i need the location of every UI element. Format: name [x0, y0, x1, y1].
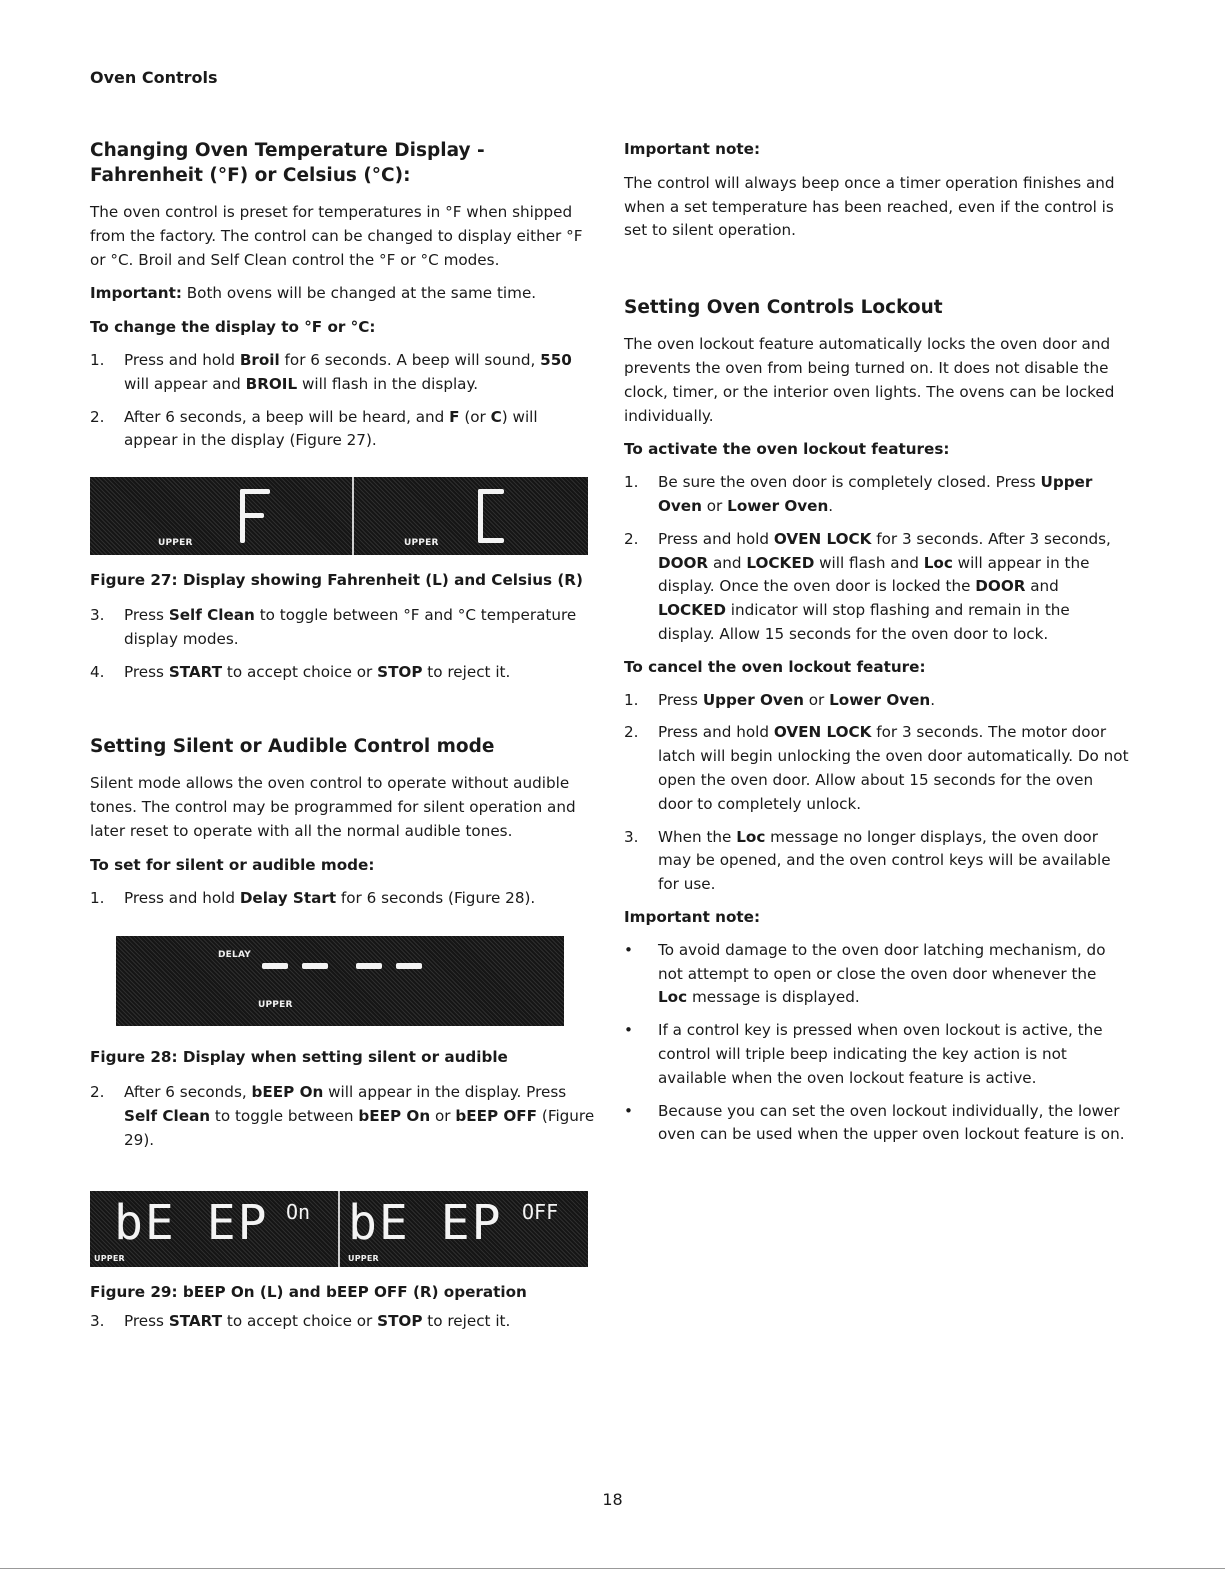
key-upper-oven: Upper Oven — [658, 473, 1093, 515]
step-number: 1. — [624, 690, 639, 709]
cancel-step-1 — [624, 689, 1129, 713]
off-text: OFF — [522, 1199, 559, 1224]
text: . — [930, 690, 936, 709]
step-4-start-stop — [90, 661, 595, 685]
text: Press — [124, 1312, 169, 1331]
subhead-change-display: To change the display to °F or °C: — [90, 318, 376, 337]
figure-29-display — [90, 1191, 588, 1267]
value-550: 550 — [540, 350, 572, 369]
key-delay-start: Delay Start — [239, 888, 337, 907]
text: and — [1025, 577, 1059, 596]
figure-28-caption: Figure 28: Display when setting silent or audible — [90, 1048, 508, 1067]
text: Press and hold — [658, 723, 774, 742]
note-bullet-2 — [624, 1019, 1129, 1090]
note-bullet-3 — [624, 1100, 1129, 1148]
text: will flash and — [814, 553, 924, 572]
text: and — [708, 553, 747, 572]
display-divider — [352, 477, 354, 555]
cancel-step-2 — [624, 721, 1129, 816]
text: ) will appear in the display (Figure 27). — [124, 407, 538, 450]
silent-intro: Silent mode allows the oven control to operate without audible tones. The control may be programmed for silent operation and later reset to operate with all the normal audible tones. — [90, 774, 576, 840]
beep-on: bEEP On — [358, 1106, 431, 1125]
text: will appear and — [124, 374, 246, 393]
text: or — [803, 690, 830, 709]
display-divider — [338, 1191, 340, 1267]
loc-message: Loc — [736, 827, 766, 846]
key-self-clean: Self Clean — [168, 605, 255, 624]
dash-segment — [302, 963, 328, 969]
footer-rule — [0, 1568, 1225, 1569]
text: Be sure the oven door is completely closed. Press — [658, 473, 1041, 492]
silent-step-3 — [90, 1310, 595, 1334]
step-number: 4. — [90, 662, 105, 681]
dash-segment — [356, 963, 382, 969]
indicator-locked: LOCKED — [658, 601, 726, 620]
text: to accept choice or — [222, 662, 378, 681]
text: for 6 seconds (Figure 28). — [336, 888, 536, 907]
key-lower-oven: Lower Oven — [829, 690, 931, 709]
step-number: 3. — [90, 605, 105, 624]
subhead-activate-lockout: To activate the oven lockout features: — [624, 440, 950, 459]
figure-27-display — [90, 477, 588, 555]
step-3-self-clean — [90, 604, 595, 652]
bullet-icon: • — [624, 940, 633, 959]
text: Press and hold — [658, 529, 774, 548]
text: to reject it. — [422, 1312, 511, 1331]
text: will appear in the display. Once the oven door is locked the — [658, 553, 1090, 596]
activate-step-1 — [624, 471, 1129, 519]
step-number: 1. — [90, 888, 105, 907]
figure-27-caption: Figure 27: Display showing Fahrenheit (L) and Celsius (R) — [90, 571, 583, 590]
step-number: 2. — [90, 407, 105, 426]
key-stop: STOP — [377, 662, 423, 681]
text: will flash in the display. — [297, 374, 479, 393]
dash-segment — [262, 963, 288, 969]
text: Because you can set the oven lockout individually, the lower oven can be used when the upper oven lockout feature is on. — [658, 1101, 1125, 1144]
indicator-door: DOOR — [975, 577, 1026, 596]
section-title-temperature-display: Changing Oven Temperature Display - Fahrenheit (°F) or Celsius (°C): — [90, 140, 485, 186]
cancel-step-3 — [624, 826, 1129, 897]
upper-indicator-left: UPPER — [94, 1253, 125, 1263]
text: . — [828, 496, 834, 515]
text: After 6 seconds, — [124, 1083, 252, 1102]
figure-29-caption: Figure 29: bEEP On (L) and bEEP OFF (R) operation — [90, 1282, 527, 1301]
text: indicator will stop flashing and remain in the display. Allow 15 seconds for the oven door to lock. — [658, 601, 1070, 643]
step-number: 1. — [624, 473, 639, 492]
section-title-silent-mode: Setting Silent or Audible Control mode — [90, 736, 495, 758]
step-1-broil — [90, 349, 595, 397]
text: Press and hold — [124, 350, 240, 369]
important-text: Both ovens will be changed at the same time. — [181, 284, 537, 303]
step-2-after-6-seconds — [90, 406, 595, 454]
text: message is displayed. — [687, 988, 860, 1007]
delay-indicator: DELAY — [218, 950, 251, 961]
upper-indicator: UPPER — [258, 1000, 293, 1011]
beep-right-text: bE EP — [348, 1194, 503, 1251]
key-lower-oven: Lower Oven — [727, 496, 829, 515]
text: message no longer displays, the oven door may be opened, and the oven control keys will be available for use. — [658, 827, 1111, 894]
section-title-lockout: Setting Oven Controls Lockout — [624, 297, 943, 319]
figure-28-display — [116, 936, 564, 1026]
step-number: 2. — [90, 1083, 105, 1102]
text: (Figure 29). — [124, 1106, 595, 1149]
indicator-broil: BROIL — [245, 374, 298, 393]
text: to reject it. — [422, 662, 511, 681]
bullet-icon: • — [624, 1101, 633, 1120]
note-bullet-1 — [624, 939, 1129, 1010]
text: to accept choice or — [222, 1312, 378, 1331]
temperature-intro: The oven control is preset for temperatures in °F when shipped from the factory. The control can be changed to display either °F or °C. Broil and Self Clean control the °F or °C modes. — [90, 203, 583, 269]
dash-segment — [396, 963, 422, 969]
text: for 6 seconds. A beep will sound, — [279, 350, 541, 369]
activate-step-2 — [624, 528, 1129, 647]
important-note-label: Important note: — [624, 140, 761, 158]
key-stop: STOP — [377, 1312, 423, 1331]
letter-c: C — [490, 407, 502, 426]
key-start: START — [168, 1312, 223, 1331]
text: will appear in the display. Press — [323, 1083, 567, 1102]
text: Press — [124, 662, 169, 681]
upper-indicator-right: UPPER — [348, 1253, 379, 1263]
text: When the — [658, 827, 737, 846]
step-number: 1. — [90, 350, 105, 369]
text: Press — [658, 690, 703, 709]
text: To avoid damage to the oven door latching mechanism, do not attempt to open or close the oven door whenever the — [658, 940, 1106, 983]
lockout-intro: The oven lockout feature automatically locks the oven door and prevents the oven from being turned on. It does not disable the clock, timer, or the interior oven lights. The ovens can be locked individually. — [624, 335, 1115, 425]
beep-on: bEEP On — [251, 1083, 324, 1102]
important-note-text: The control will always beep once a timer operation finishes and when a set temperature has been reached, even if the control is set to silent operation. — [624, 173, 1115, 240]
loc-message: Loc — [923, 553, 953, 572]
text: If a control key is pressed when oven lockout is active, the control will triple beep indicating the key action is not available when the oven lockout feature is active. — [658, 1021, 1103, 1087]
text: (or — [459, 407, 491, 426]
indicator-door: DOOR — [658, 553, 709, 572]
step-number: 3. — [90, 1312, 105, 1331]
left-column — [90, 138, 595, 1334]
important-label: Important: — [90, 284, 182, 303]
bullet-icon: • — [624, 1021, 633, 1040]
on-text: On — [286, 1199, 311, 1224]
upper-indicator-right: UPPER — [404, 538, 439, 549]
beep-off: bEEP OFF — [455, 1106, 538, 1125]
running-header: Oven Controls — [90, 68, 218, 87]
upper-indicator-left: UPPER — [158, 538, 193, 549]
silent-step-2 — [90, 1081, 595, 1152]
text: After 6 seconds, a beep will be heard, and — [124, 407, 450, 426]
important-note-2-label: Important note: — [624, 907, 761, 926]
key-start: START — [168, 662, 223, 681]
text: for 3 seconds. The motor door latch will begin unlocking the oven door automatically. Do not open the oven door. Allow about 15 seconds for the oven door to completely unlock. — [658, 723, 1129, 813]
step-number: 2. — [624, 723, 639, 742]
silent-step-1 — [90, 887, 595, 911]
beep-left-text: bE EP — [114, 1194, 269, 1251]
letter-f: F — [449, 407, 460, 426]
key-upper-oven: Upper Oven — [702, 690, 804, 709]
subhead-cancel-lockout: To cancel the oven lockout feature: — [624, 657, 926, 676]
text: to toggle between °F and °C temperature display modes. — [124, 605, 577, 648]
right-column — [624, 138, 1129, 1147]
key-oven-lock: OVEN LOCK — [773, 529, 872, 548]
step-number: 3. — [624, 827, 639, 846]
text: or — [430, 1106, 456, 1125]
loc-message: Loc — [658, 988, 688, 1007]
key-self-clean: Self Clean — [124, 1106, 211, 1125]
text: Press — [124, 605, 169, 624]
text: for 3 seconds. After 3 seconds, — [871, 529, 1111, 548]
text: Press and hold — [124, 888, 240, 907]
subhead-silent-audible: To set for silent or audible mode: — [90, 855, 375, 874]
important-line — [90, 282, 595, 306]
step-number: 2. — [624, 529, 639, 548]
text: or — [701, 496, 728, 515]
key-broil: Broil — [239, 350, 280, 369]
indicator-locked: LOCKED — [746, 553, 815, 572]
key-oven-lock: OVEN LOCK — [773, 723, 872, 742]
text: to toggle between — [210, 1106, 359, 1125]
page-number: 18 — [602, 1490, 623, 1509]
